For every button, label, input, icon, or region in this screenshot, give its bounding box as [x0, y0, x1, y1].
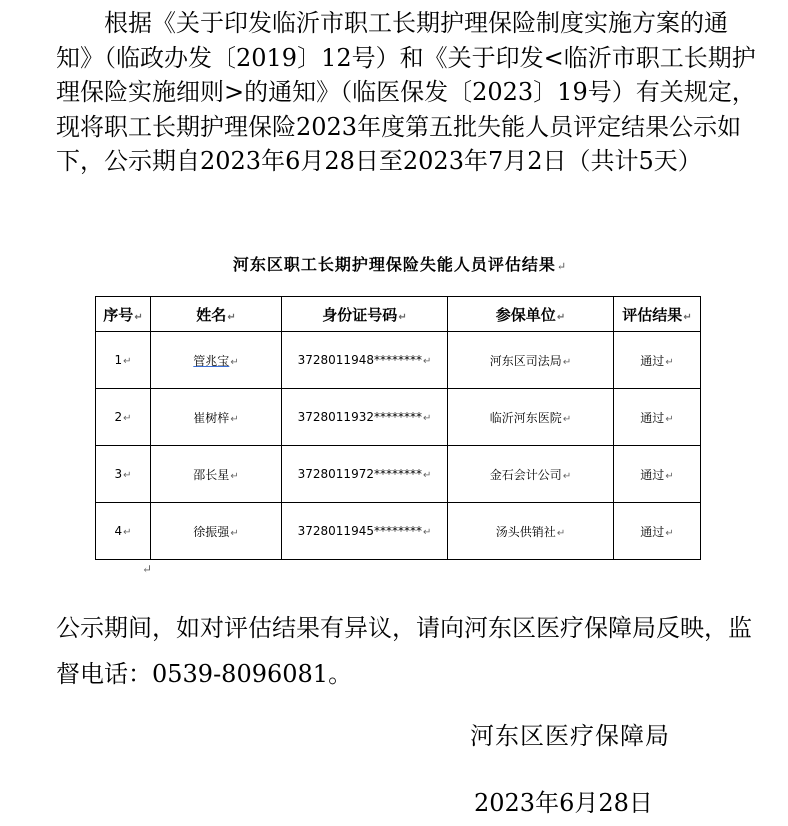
intro-paragraph: 根据《关于印发临沂市职工长期护理保险制度实施方案的通知》（临政办发〔2019〕12号）和《关于印发<临沂市职工长期护理保险实施细则>的通知》（临医保发〔2023〕19号）有关规定，现将职工长期护理保险2023年度第五批失能人员评定结果公示如下，公示期自2023年6月28日至2023年7月2日（共计5天）: [56, 9, 756, 175]
assessment-result-table: [95, 296, 701, 560]
row-name: 管兆宝↵: [151, 332, 282, 389]
row-no: 2↵: [96, 389, 151, 446]
row-unit: 金石会计公司↵: [448, 446, 614, 503]
signature-organization: 河东区医疗保障局: [470, 722, 670, 750]
signature-date: 2023年6月28日: [474, 789, 653, 817]
header-cell-no: 序号↵: [96, 297, 151, 332]
notice-paragraph: 公示期间，如对评估结果有异议，请向河东区医疗保障局反映，监督电话：0539-8096081。: [56, 614, 752, 688]
table-row: [96, 332, 701, 389]
row-no: 1↵: [96, 332, 151, 389]
table-header-row: [96, 297, 701, 332]
table-row: [96, 503, 701, 560]
row-unit: 河东区司法局↵: [448, 332, 614, 389]
row-id: 3728011932********↵: [282, 389, 448, 446]
row-result: 通过↵: [614, 389, 701, 446]
paragraph-mark-icon: ↵: [142, 562, 153, 576]
row-id: 3728011945********↵: [282, 503, 448, 560]
table-title: [96, 252, 704, 275]
header-cell-unit: 参保单位↵: [448, 297, 614, 332]
row-no: 4↵: [96, 503, 151, 560]
table-row: [96, 446, 701, 503]
row-unit: 汤头供销社↵: [448, 503, 614, 560]
paragraph-mark-icon: ↵: [556, 260, 568, 273]
header-cell-name: 姓名↵: [151, 297, 282, 332]
row-id: 3728011948********↵: [282, 332, 448, 389]
table-title-text: 河东区职工长期护理保险失能人员评估结果: [232, 255, 556, 274]
header-cell-result: 评估结果↵: [614, 297, 701, 332]
row-id: 3728011972********↵: [282, 446, 448, 503]
row-name: 邵长星↵: [151, 446, 282, 503]
row-no: 3↵: [96, 446, 151, 503]
table-row: [96, 389, 701, 446]
row-name: 崔树梓↵: [151, 389, 282, 446]
header-cell-id: 身份证号码↵: [282, 297, 448, 332]
row-result: 通过↵: [614, 446, 701, 503]
row-unit: 临沂河东医院↵: [448, 389, 614, 446]
row-result: 通过↵: [614, 332, 701, 389]
row-result: 通过↵: [614, 503, 701, 560]
row-name: 徐振强↵: [151, 503, 282, 560]
